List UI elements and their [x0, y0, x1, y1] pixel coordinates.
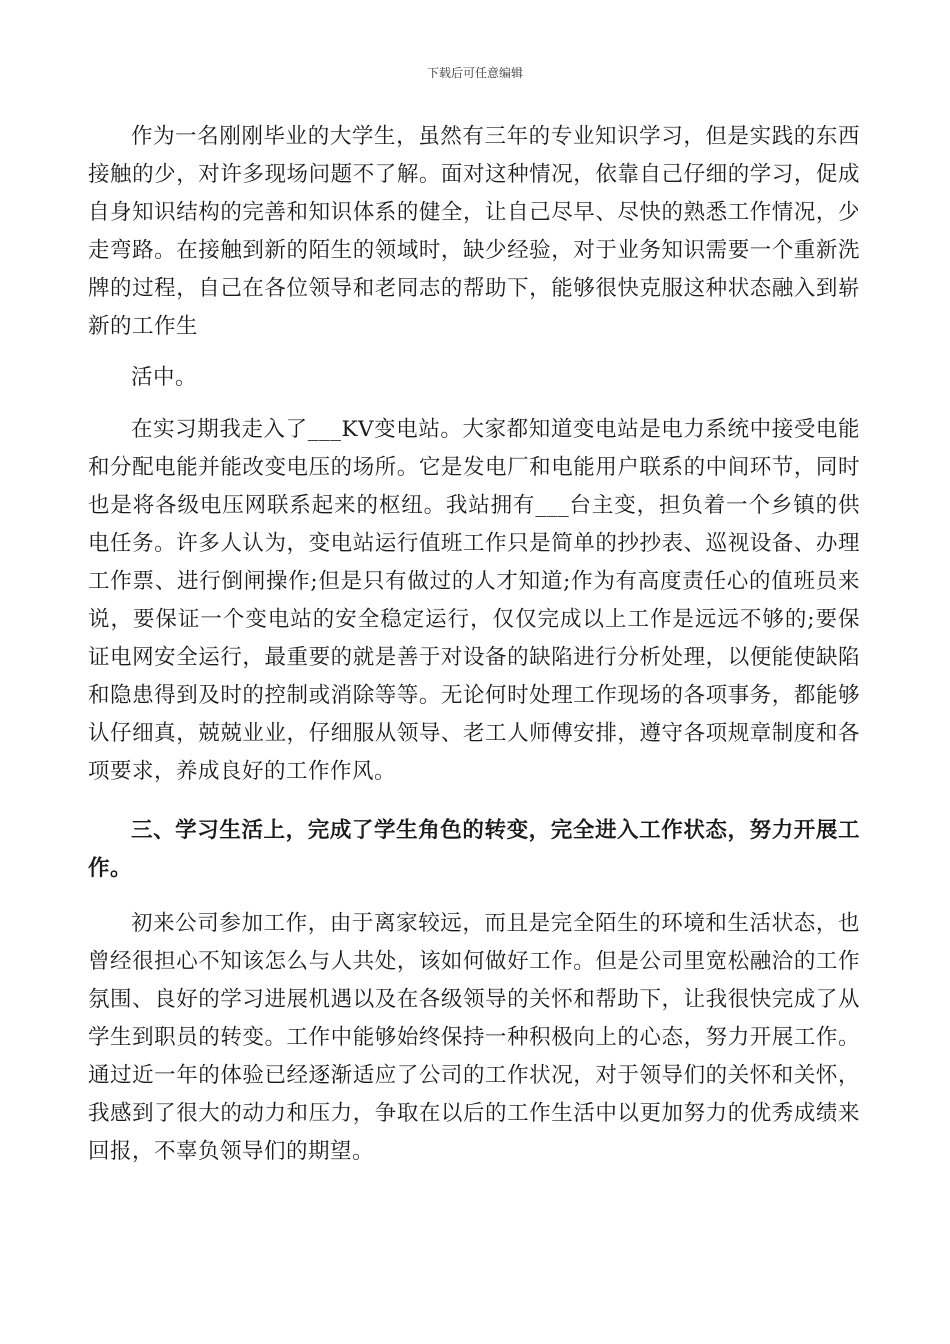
document-body [88, 118, 860, 1171]
paragraph-life: 初来公司参加工作，由于离家较远，而且是完全陌生的环境和生活状态，也曾经很担心不知该怎么与人共处，该如何做好工作。但是公司里宽松融洽的工作氛围、良好的学习进展机遇以及在各级领导的关怀和帮助下，让我很快完成了从学生到职员的转变。工作中能够始终保持一种积极向上的心态，努力开展工作。通过近一年的体验已经逐渐适应了公司的工作状况，对于领导们的关怀和关怀，我感到了很大的动力和压力，争取在以后的工作生活中以更加努力的优秀成绩来回报，不辜负领导们的期望。 [88, 911, 860, 1164]
paragraph-intro: 作为一名刚刚毕业的大学生，虽然有三年的专业知识学习，但是实践的东西接触的少，对许多现场问题不了解。面对这种情况，依靠自己仔细的学习，促成自身知识结构的完善和知识体系的健全，让自己尽早、尽快的熟悉工作情况，少走弯路。在接触到新的陌生的领域时，缺少经验，对于业务知识需要一个重新洗牌的过程，自己在各位领导和老同志的帮助下，能够很快克服这种状态融入到崭新的工作生 [88, 124, 860, 339]
paragraph-internship: 在实习期我走入了___KV变电站。大家都知道变电站是电力系统中接受电能和分配电能并能改变电压的场所。它是发电厂和电能用户联系的中间环节，同时也是将各级电压网联系起来的枢纽。我站拥有___台主变，担负着一个乡镇的供电任务。许多人认为，变电站运行值班工作只是简单的抄抄表、巡视设备、办理工作票、进行倒闸操作;但是只有做过的人才知道;作为有高度责任心的值班员来说，要保证一个变电站的安全稳定运行，仅仅完成以上工作是远远不够的;要保证电网安全运行，最重要的就是善于对设备的缺陷进行分析处理，以便能使缺陷和隐患得到及时的控制或消除等等。无论何时处理工作现场的各项事务，都能够认仔细真，兢兢业业，仔细服从领导、老工人师傅安排，遵守各项规章制度和各项要求，养成良好的工作作风。 [88, 417, 860, 784]
paragraph-continuation: 活中。 [131, 365, 198, 390]
page-header: 下载后可任意编辑 [426, 66, 523, 80]
section-heading: 三、学习生活上，完成了学生角色的转变，完全进入工作状态，努力开展工作。 [88, 818, 860, 881]
